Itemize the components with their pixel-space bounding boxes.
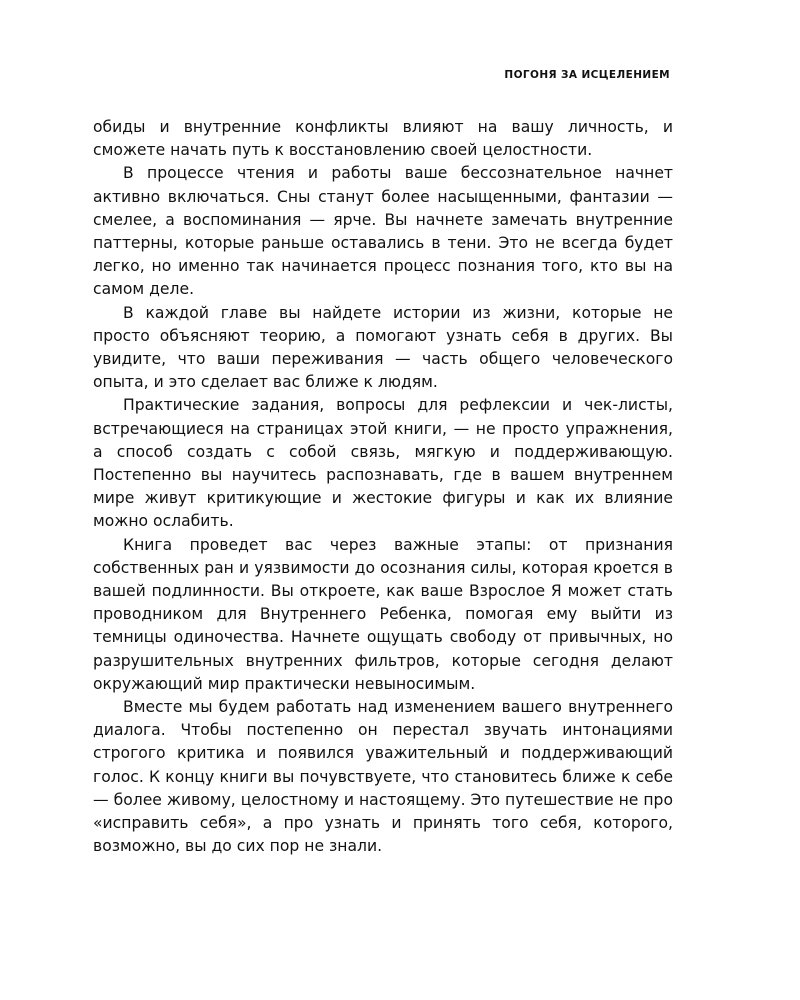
- paragraph-6: Вместе мы будем работать над изменением вашего внутреннего диалога. Чтобы постепенно он перестал звучать интонациями строгого критика и появился уважительный и поддерживающий голос. К концу книги вы почувствуете, что становитесь ближе к себе — более живому, целостному и настоящему. Это путешествие не про «исправить себя», а про узнать и принять того себя, которого, возможно, вы до сих пор не знали.: [93, 698, 673, 856]
- paragraph-4: Практические задания, вопросы для рефлексии и чек-листы, встречающиеся на страницах этой книги, — не просто упражнения, а способ создать с собой связь, мягкую и поддерживающую. Постепенно вы научитесь распознавать, где в вашем внутреннем мире живут критикующие и жестокие фигуры и как их влияние можно ослабить.: [93, 396, 673, 531]
- paragraph-1: обиды и внутренние конфликты влияют на вашу личность, и сможете начать путь к восстановлению своей целостности.: [93, 118, 673, 160]
- body-text: [93, 116, 673, 859]
- paragraph-5: Книга проведет вас через важные этапы: от признания собственных ран и уязвимости до осознания силы, которая кроется в вашей подлинности. Вы откроете, как ваше Взрослое Я может стать проводником для Внутреннего Ребенка, помогая ему выйти из темницы одиночества. Начнете ощущать свободу от привычных, но разрушительных внутренних фильтров, которые сегодня делают окружающий мир практически невыносимым.: [93, 535, 673, 693]
- paragraph-2: В процессе чтения и работы ваше бессознательное начнет активно включаться. Сны станут более насыщенными, фантазии — смелее, а воспоминания — ярче. Вы начнете замечать внутренние паттерны, которые раньше оставались в тени. Это не всегда будет легко, но именно так начинается процесс познания того, кто вы на самом деле.: [93, 164, 673, 299]
- running-title: ПОГОНЯ ЗА ИСЦЕЛЕНИЕМ: [504, 69, 670, 81]
- paragraph-3: В каждой главе вы найдете истории из жизни, которые не просто объясняют теорию, а помогают узнать себя в других. Вы увидите, что ваши переживания — часть общего человеческого опыта, и это сделает вас ближе к людям.: [93, 303, 673, 392]
